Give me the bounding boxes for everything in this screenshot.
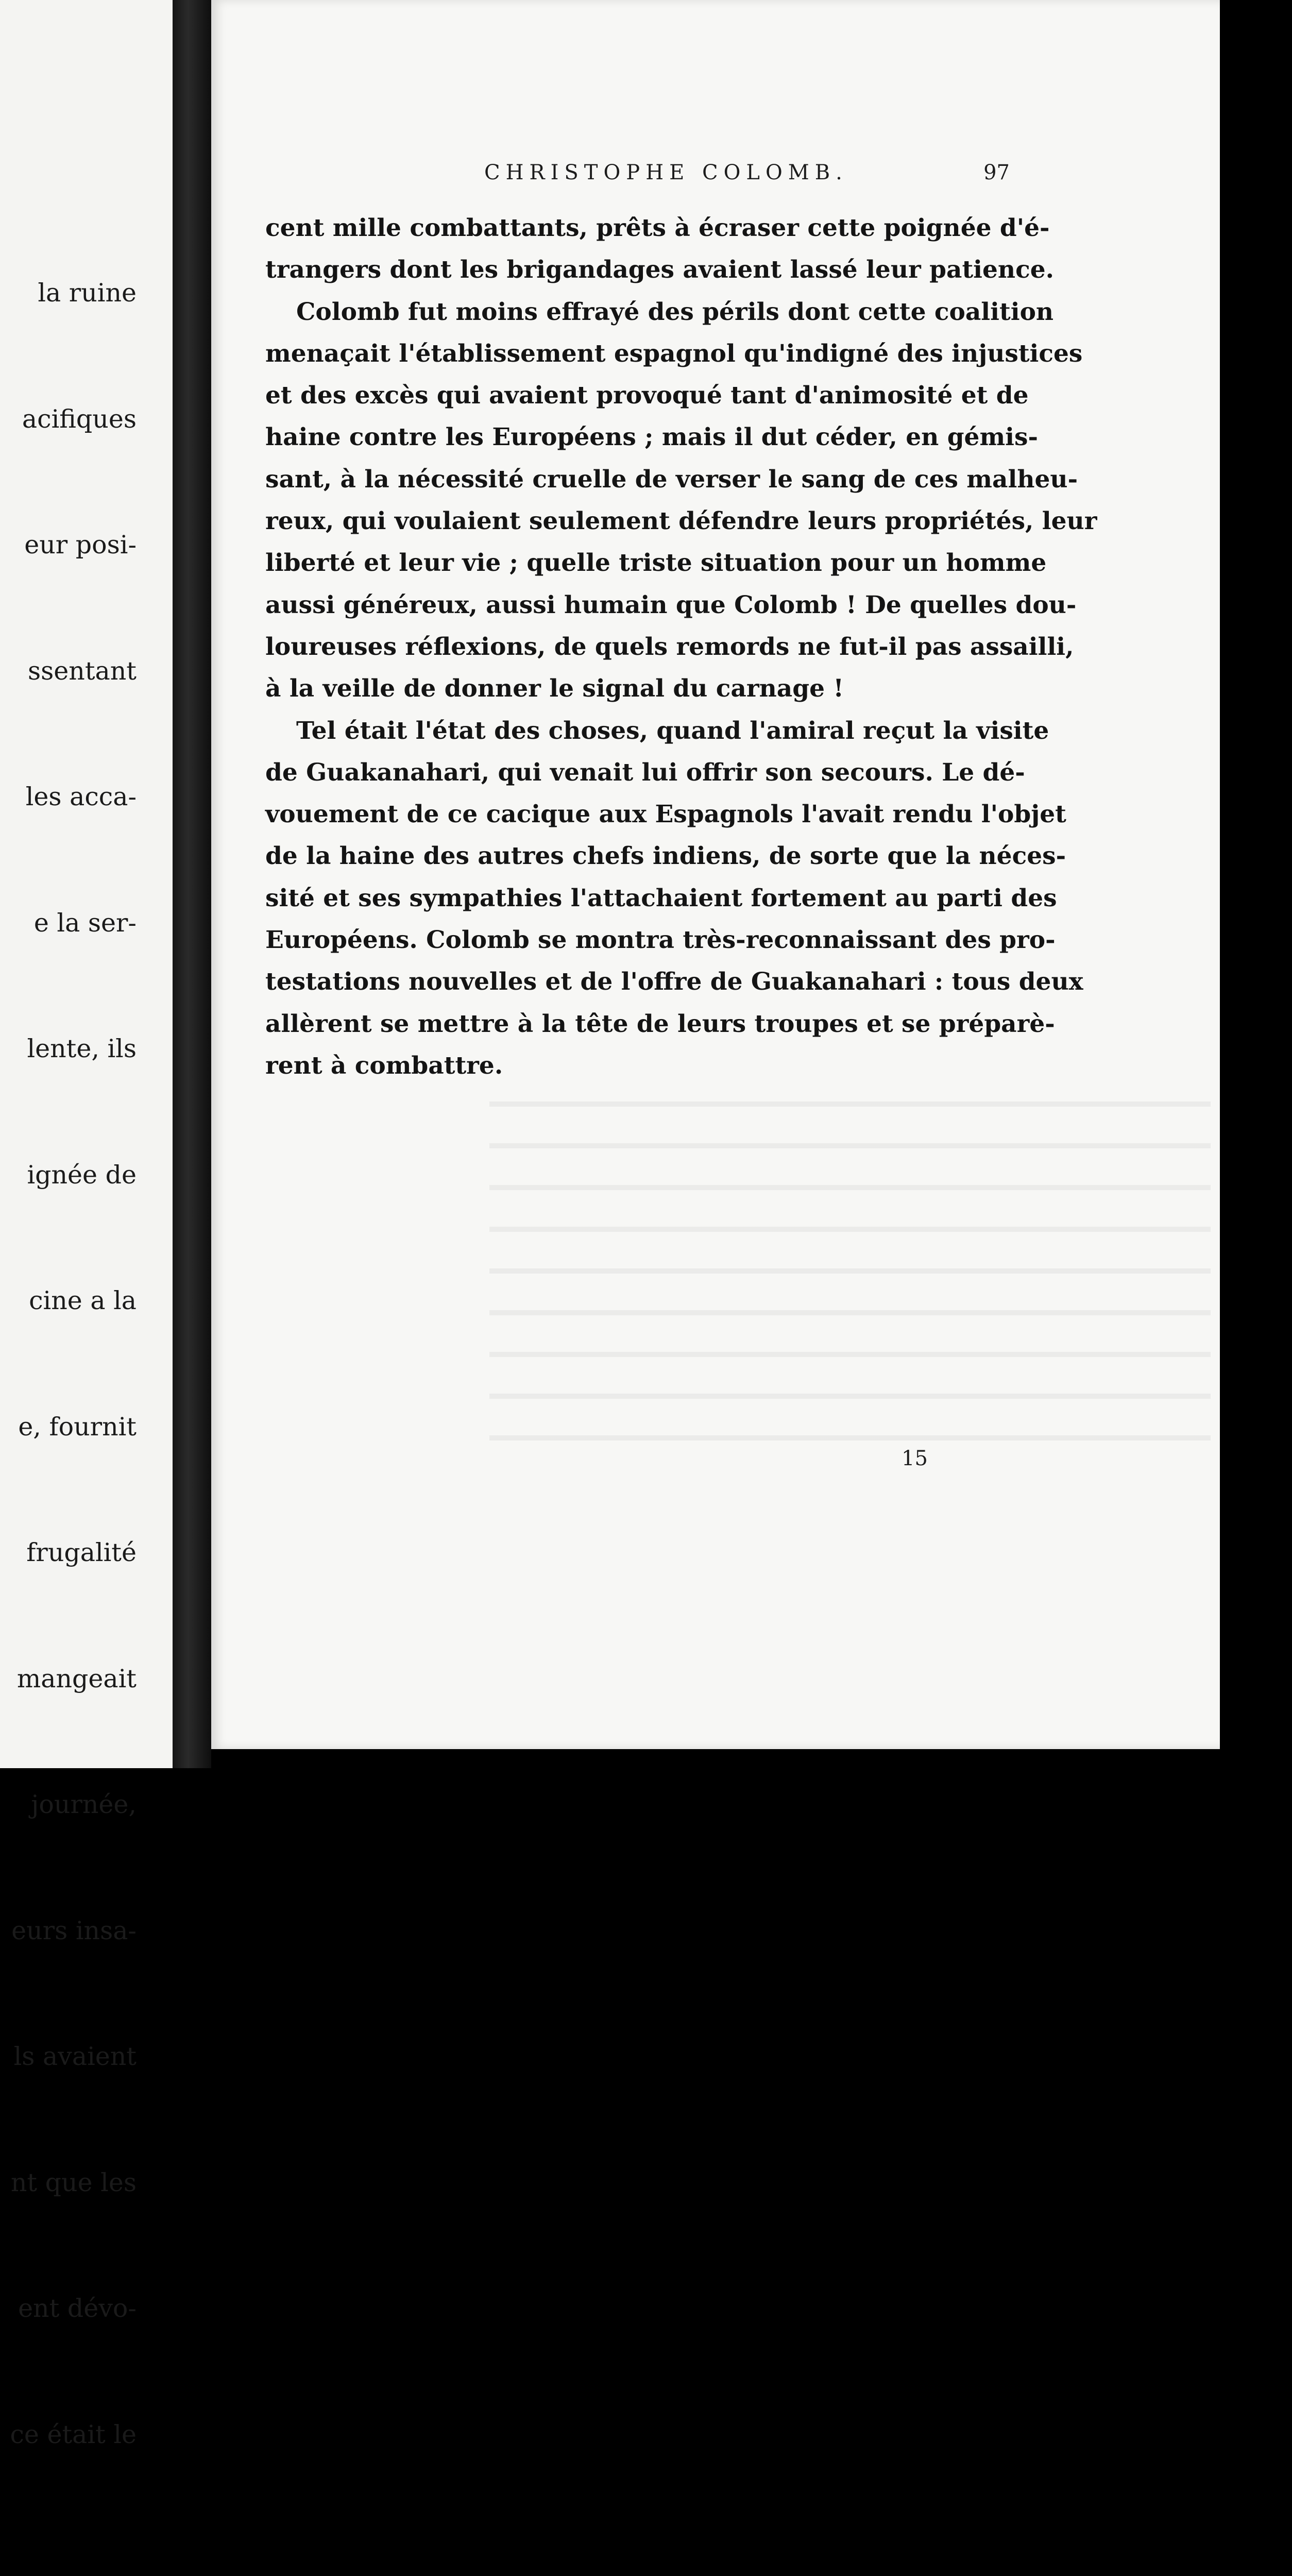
- left-line: nt que les: [10, 2167, 137, 2197]
- text-line: sant, à la nécessité cruelle de verser le sang de ces malheu-: [265, 465, 1078, 494]
- left-facing-page: [0, 0, 173, 2449]
- left-line: [0, 2539, 137, 2576]
- text-line: allèrent se mettre à la tête de leurs troupes et se préparè-: [265, 1009, 1055, 1038]
- show-through-shadow: [489, 1077, 1211, 1448]
- text-line: cent mille combattants, prêts à écraser cette poignée d'é-: [265, 214, 1050, 242]
- text-line: testations nouvelles et de l'offre de Guakanahari : tous deux: [265, 968, 1083, 996]
- text-line: menaçait l'établissement espagnol qu'indigné des injustices: [265, 339, 1083, 368]
- text-line: et des excès qui avaient provoqué tant d'animosité et de: [265, 381, 1029, 410]
- left-line: ignée de: [27, 1160, 137, 1190]
- left-line: ent dévo-: [18, 2294, 137, 2323]
- text-line: trangers dont les brigandages avaient lassé leur patience.: [265, 256, 1054, 284]
- text-line: Européens. Colomb se montra très-reconnaissant des pro-: [265, 926, 1056, 955]
- left-line: e, fournit: [18, 1412, 137, 1442]
- text-line: liberté et leur vie ; quelle triste situation pour un homme: [265, 549, 1047, 578]
- text-line: vouement de ce cacique aux Espagnols l'avait rendu l'objet: [265, 800, 1066, 829]
- left-line: journée,: [31, 1790, 137, 1819]
- left-line: ce était le: [10, 2419, 137, 2449]
- text-line: de la haine des autres chefs indiens, de sorte que la néces-: [265, 842, 1066, 871]
- left-line: ls avaient: [13, 2042, 137, 2071]
- text-line: haine contre les Européens ; mais il dut céder, en gémis-: [265, 423, 1039, 452]
- text-line: de Guakanahari, qui venait lui offrir son secours. Le dé-: [265, 758, 1025, 787]
- left-line: e la ser-: [33, 908, 137, 938]
- running-header: [278, 161, 1010, 192]
- left-line: frugalité: [26, 1538, 137, 1567]
- left-line: cine a la: [29, 1286, 137, 1315]
- left-line: ssentant: [27, 656, 137, 686]
- signature-mark: 15: [902, 1447, 928, 1470]
- running-title: CHRISTOPHE COLOMB.: [484, 161, 848, 184]
- text-line: aussi généreux, aussi humain que Colomb ! De quelles dou-: [265, 590, 1077, 619]
- left-line: lente, ils: [27, 1034, 137, 1063]
- left-line: acifiques: [22, 404, 137, 434]
- book-gutter: [173, 0, 211, 1768]
- left-line: eurs insa-: [11, 1916, 137, 1945]
- left-page-text: [0, 188, 137, 2576]
- left-line: eur posi-: [24, 530, 137, 560]
- left-line: la ruine: [38, 278, 137, 308]
- text-line: rent à combattre.: [265, 1051, 503, 1080]
- page-body-text: [265, 207, 1097, 1087]
- left-line: mangeait: [16, 1664, 137, 1693]
- text-line: Tel était l'état des choses, quand l'amiral reçut la visite: [296, 716, 1049, 745]
- text-line: reux, qui voulaient seulement défendre leurs propriétés, leur: [265, 507, 1097, 536]
- text-line: à la veille de donner le signal du carnage !: [265, 674, 844, 703]
- text-line: sité et ses sympathies l'attachaient fortement au parti des: [265, 884, 1057, 912]
- text-line: loureuses réflexions, de quels remords ne fut-il pas assailli,: [265, 632, 1074, 661]
- text-line: Colomb fut moins effrayé des périls dont cette coalition: [296, 297, 1054, 326]
- page-number: 97: [983, 161, 1010, 184]
- left-line: les acca-: [25, 782, 137, 811]
